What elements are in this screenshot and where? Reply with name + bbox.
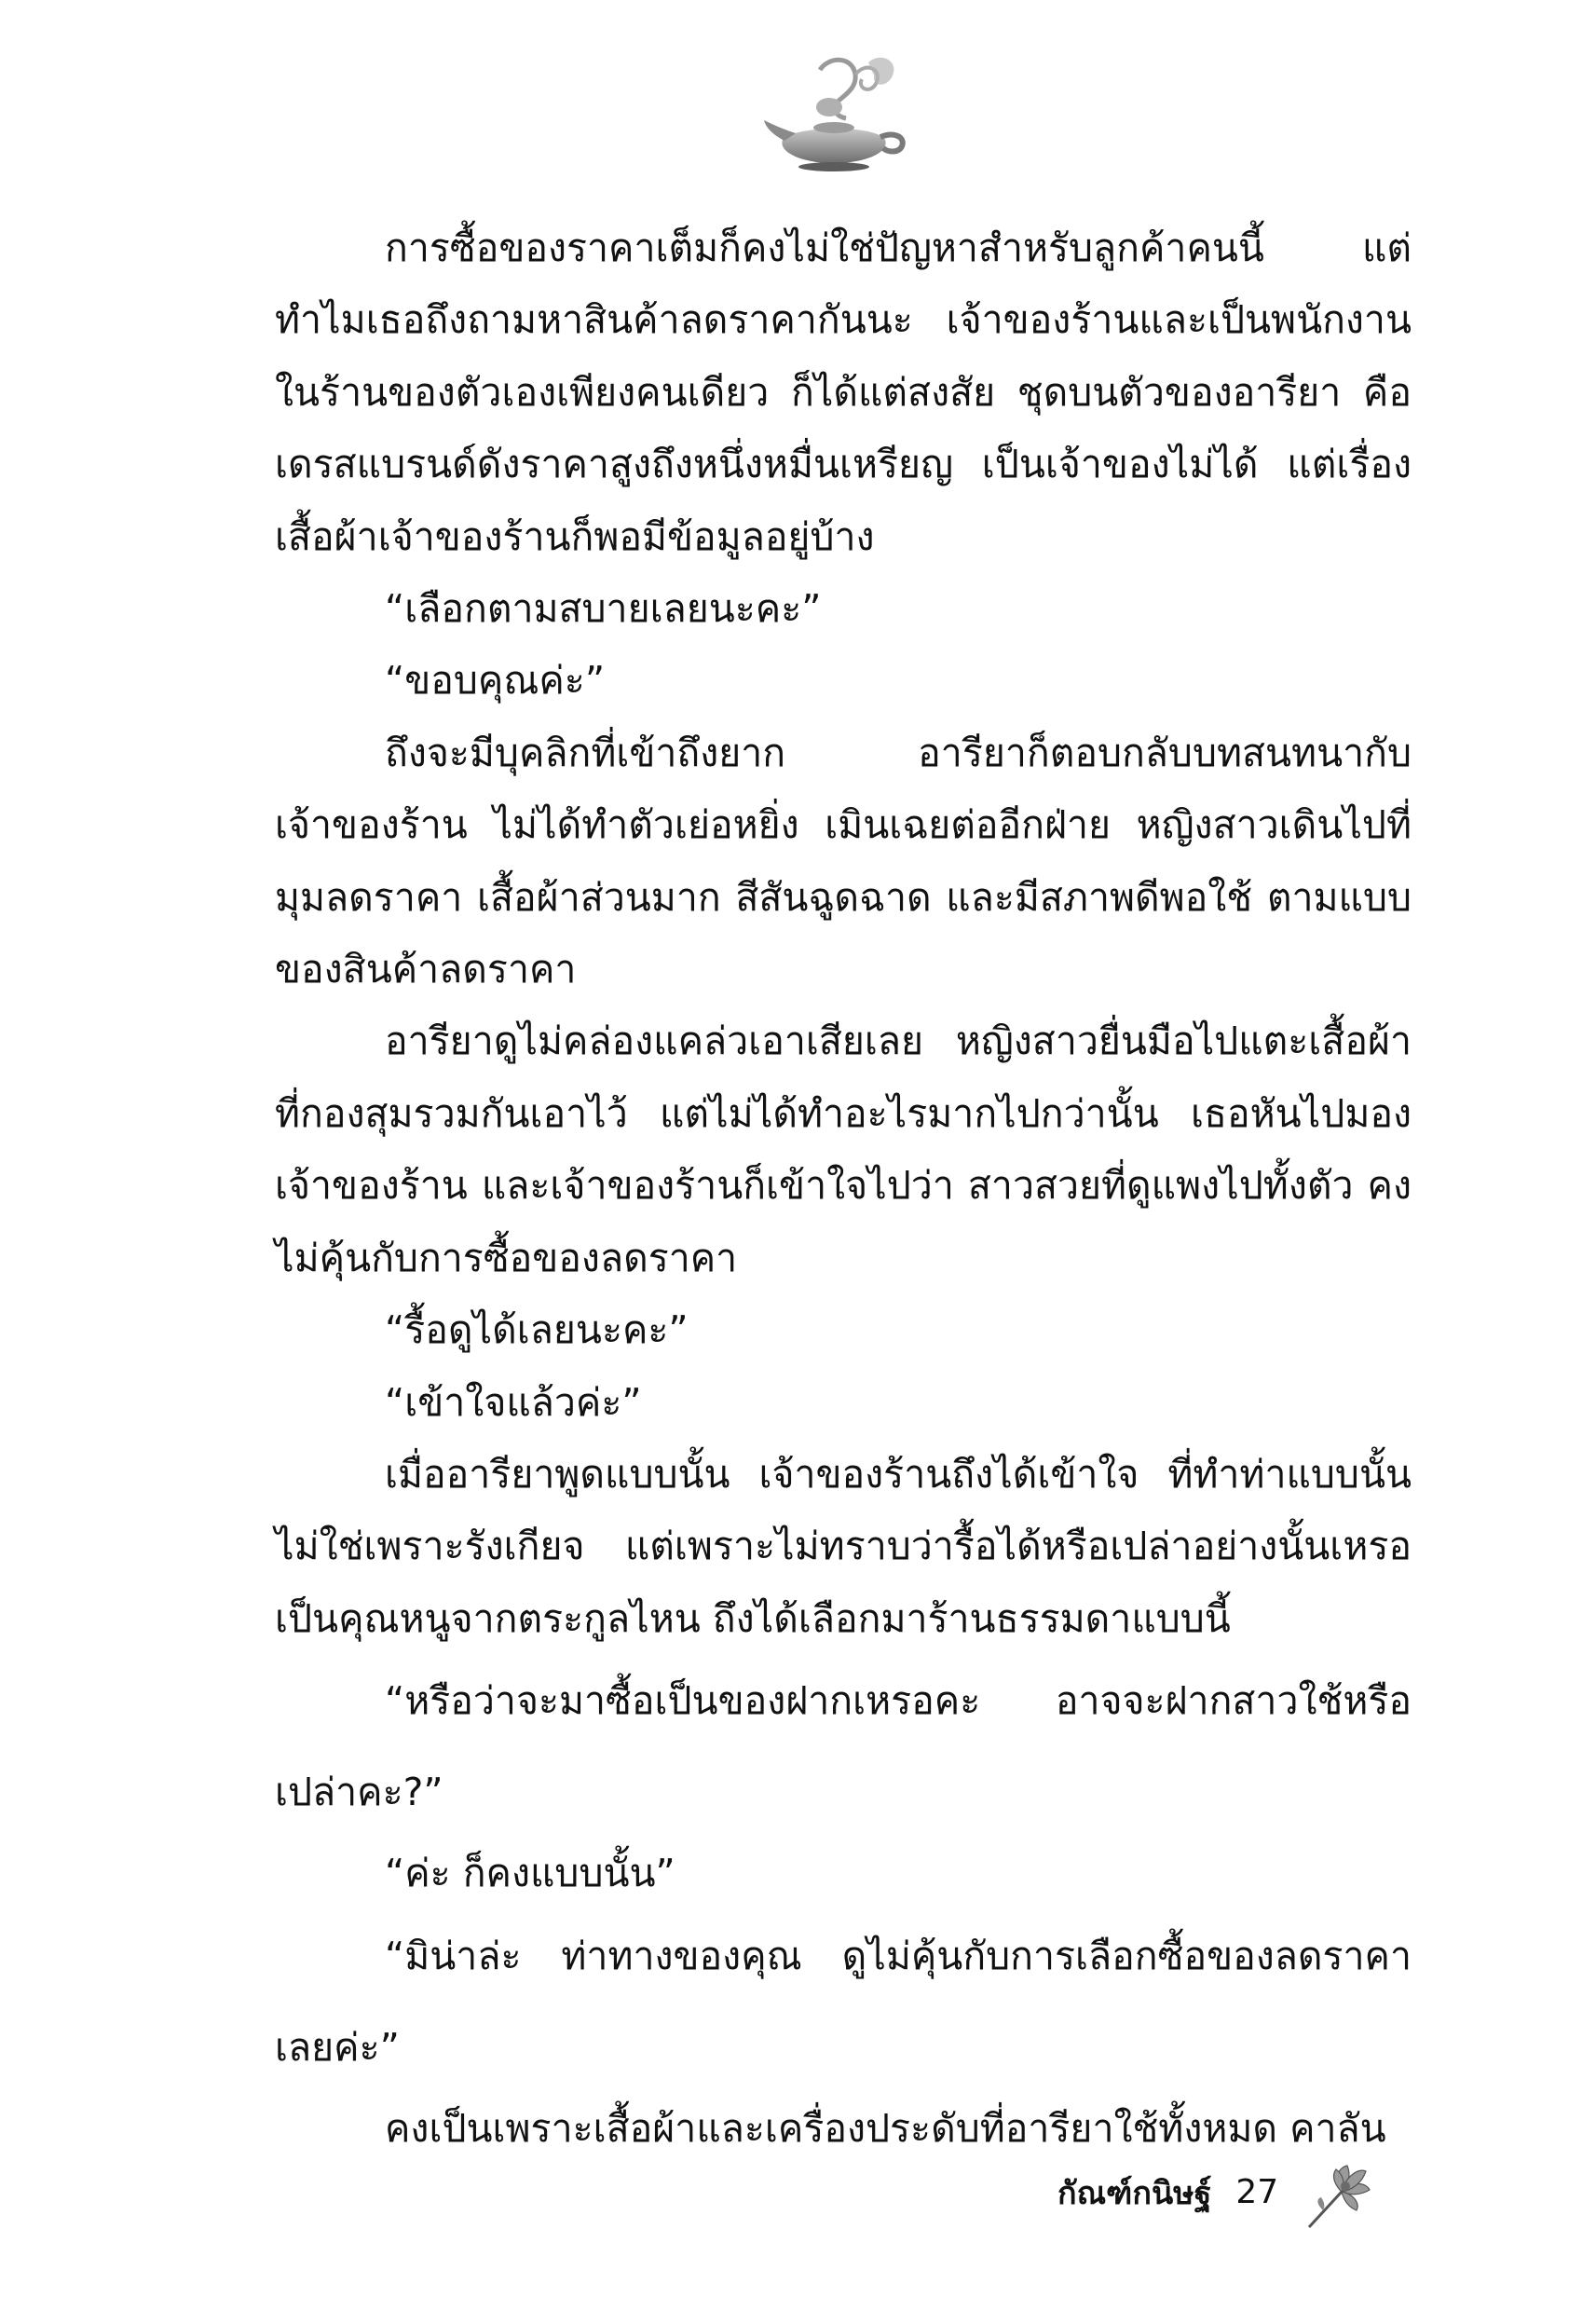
page-footer xyxy=(1057,2153,1384,2232)
dialogue-line: “ขอบคุณค่ะ” xyxy=(385,658,606,704)
body-text xyxy=(275,212,1412,2165)
genie-lamp-ornament xyxy=(764,51,913,172)
paragraph: เมื่ออารียาพูดแบบนั้น เจ้าของร้านถึงได้เข้าใจ ที่ทำท่าแบบนั้นไม่ใช่เพราะรังเกียจ แต่เพราะไม่ทราบว่ารื้อได้หรือเปล่าอย่างนั้นเหรอเป็นคุณหนูจากตระกูลไหน ถึงได้เลือกมาร้านธรรมดาแบบนี้ xyxy=(275,1451,1412,1641)
dialogue-line: “มิน่าล่ะ ท่าทางของคุณ ดูไม่คุ้นกับการเลือกซื้อของลดราคาเลยค่ะ” xyxy=(275,1933,1412,2070)
dialogue-line: “เลือกตามสบายเลยนะคะ” xyxy=(385,586,822,632)
page-number: 27 xyxy=(1235,2173,1279,2211)
dialogue-line: “ค่ะ ก็คงแบบนั้น” xyxy=(385,1851,675,1896)
dialogue-line: “รื้อดูได้เลยนะคะ” xyxy=(385,1307,689,1353)
paragraph: ถึงจะมีบุคลิกที่เข้าถึงยาก อารียาก็ตอบกลับบทสนทนากับเจ้าของร้าน ไม่ได้ทำตัวเย่อหยิ่ง เมินเฉยต่ออีกฝ่าย หญิงสาวเดินไปที่มุมลดราคา เสื้อผ้าส่วนมาก สีสันฉูดฉาด และมีสภาพดีพอใช้ ตามแบบของสินค้าลดราคา xyxy=(275,730,1412,992)
dialogue-line: “หรือว่าจะมาซื้อเป็นของฝากเหรอคะ อาจจะฝากสาวใช้หรือเปล่าคะ?” xyxy=(275,1678,1412,1815)
dialogue-line: “เข้าใจแล้วค่ะ” xyxy=(385,1379,642,1425)
paragraph: อารียาดูไม่คล่องแคล่วเอาเสียเลย หญิงสาวยื่นมือไปแตะเสื้อผ้าที่กองสุมรวมกันเอาไว้ แต่ไม่ได้ทำอะไรมากไปกว่านั้น เธอหันไปมองเจ้าของร้าน และเจ้าของร้านก็เข้าใจไปว่า สาวสวยที่ดูแพงไปทั้งตัว คงไม่คุ้นกับการซื้อของลดราคา xyxy=(275,1019,1412,1280)
book-title: กัณฑ์กนิษฐ์ xyxy=(1057,2174,1212,2212)
paragraph: คงเป็นเพราะเสื้อผ้าและเครื่องประดับที่อารียาใช้ทั้งหมด คาลัน xyxy=(385,2105,1386,2151)
paragraph: การซื้อของราคาเต็มก็คงไม่ใช่ปัญหาสำหรับลูกค้าคนนี้ แต่ทำไมเธอถึงถามหาสินค้าลดราคากันนะ เจ้าของร้านและเป็นพนักงานในร้านของตัวเองเพียงคนเดียว ก็ได้แต่สงสัย ชุดบนตัวของอารียา คือเดรสแบรนด์ดังราคาสูงถึงหนึ่งหมื่นเหรียญ เป็นเจ้าของไม่ได้ แต่เรื่องเสื้อผ้าเจ้าของร้านก็พอมีข้อมูลอยู่บ้าง xyxy=(275,226,1412,559)
flower-icon xyxy=(1304,2153,1384,2232)
